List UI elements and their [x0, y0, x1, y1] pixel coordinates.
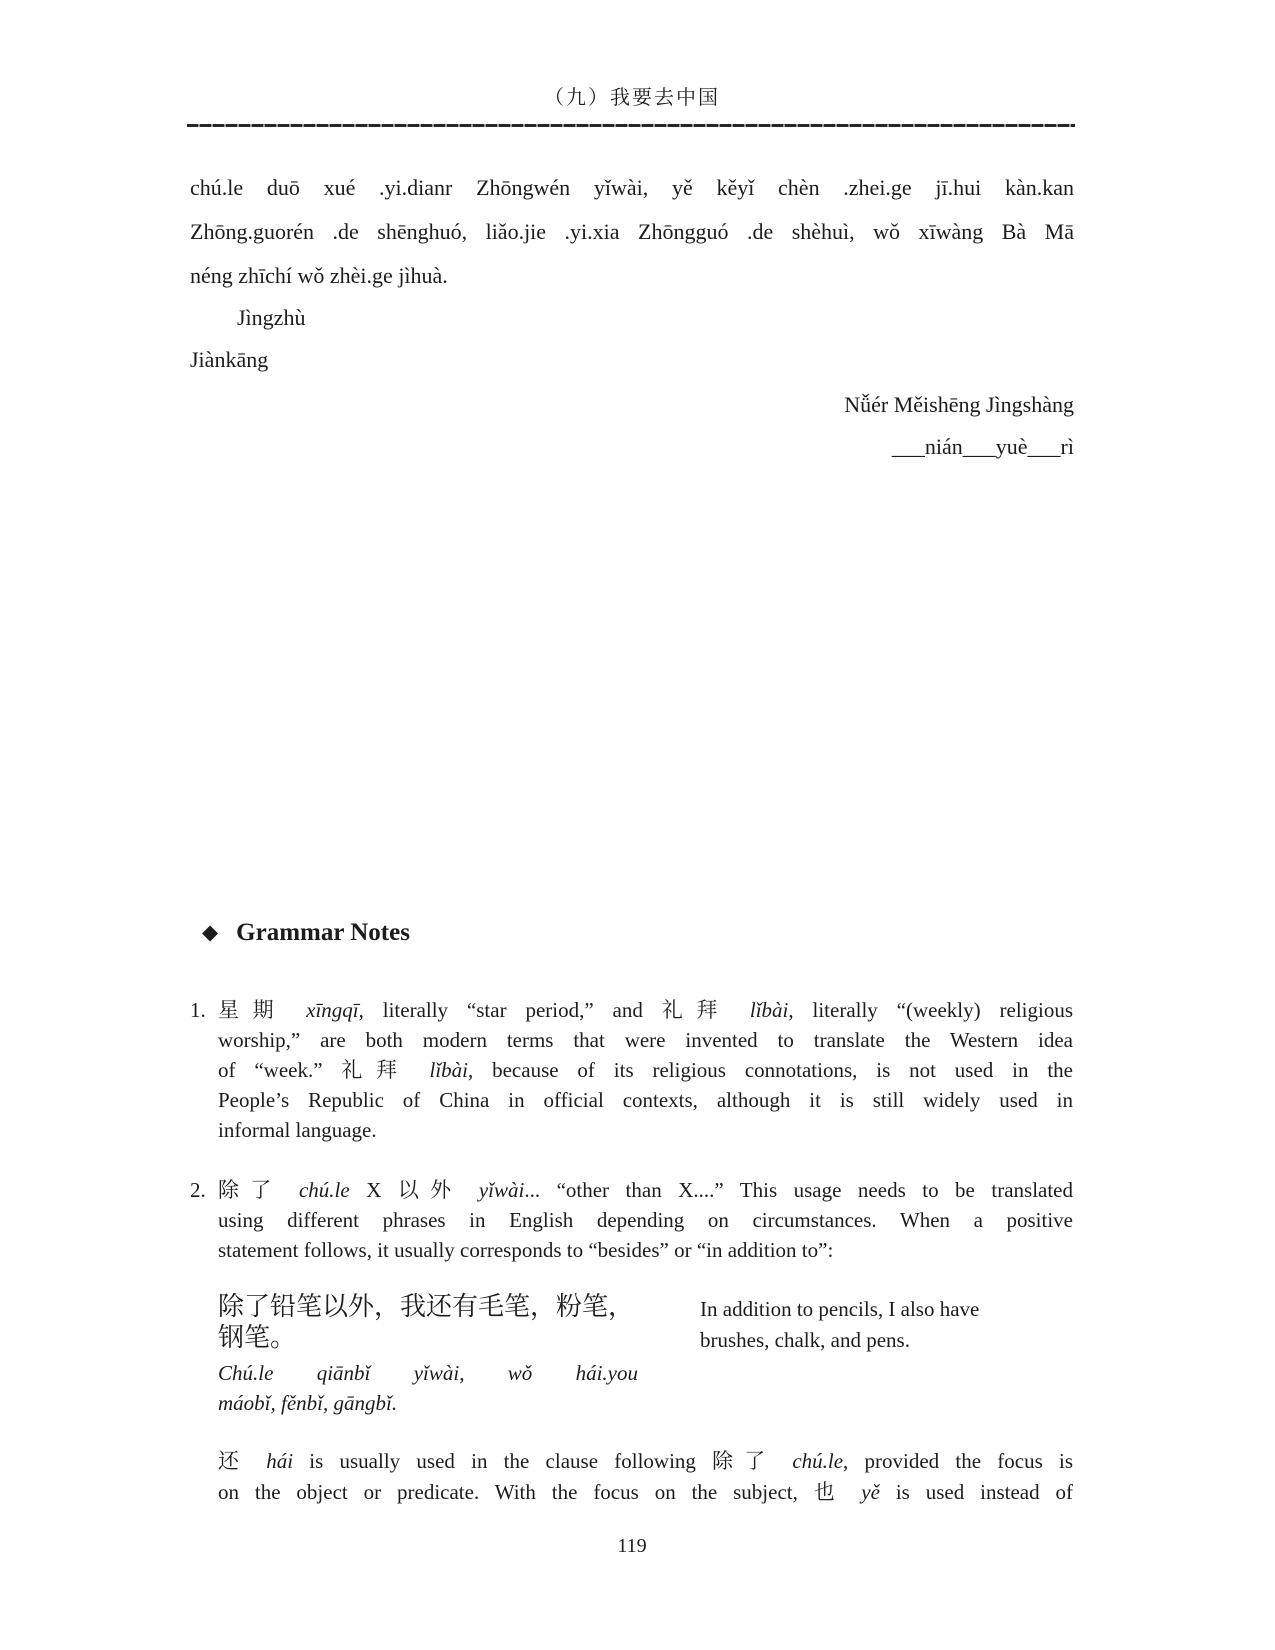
letter-closing-wish: Jiànkāng	[190, 347, 269, 372]
letter-closing-salute: Jìngzhù	[237, 305, 306, 330]
page-number: 119	[617, 1535, 647, 1557]
grammar-note-2	[190, 1175, 1074, 1265]
letter-date-blank-line: ___nián___yuè___rì	[891, 434, 1074, 459]
grammar-notes-heading-label: Grammar Notes	[236, 919, 410, 946]
note-2-body: 除了 chú.le X 以外 yǐwài... “other than X....” This usage needs to be translated using different phrases in English depending on circumstances. When a positive statement follows, it usually corresponds to “besides” or “in addition to”:	[218, 1178, 1073, 1262]
note-1-body: 星期 xīngqī, literally “star period,” and 礼拜 lǐbài, literally “(weekly) religious worship,” are both modern terms that were invented to translate the Western idea of “week.” 礼拜 lǐbài, because of its religious connotations, is not used in the People’s Republic of China in official contexts, although it is still widely used in informal language.	[218, 998, 1073, 1142]
example-english-translation: In addition to pencils, I also have brushes, chalk, and pens.	[700, 1297, 980, 1352]
grammar-notes-heading	[202, 918, 410, 948]
note-1-number: 1.	[190, 998, 206, 1022]
header-rule-divider	[187, 124, 1075, 127]
example-pinyin-sentence: Chú.le qiānbǐ yǐwài, wǒ hái.you máobǐ, fěnbǐ, gāngbǐ.	[218, 1361, 638, 1415]
grammar-note-2-continuation: 还 hái is usually used in the clause following 除了 chú.le, provided the focus is on the object or predicate. With the focus on the subject, 也 yě is used instead of	[218, 1449, 1073, 1504]
letter-body-paragraph: chú.le duō xué .yi.dianr Zhōngwén yǐwài, yě kěyǐ chèn .zhei.ge jī.hui kàn.kan Zhōng.guorén .de shēnghuó, liǎo.jie .yi.xia Zhōngguó .de shèhuì, wǒ xīwàng Bà Mā néng zhīchí wǒ zhèi.ge jìhuà.	[190, 175, 1074, 288]
diamond-bullet-icon: ◆	[202, 920, 219, 944]
example-chinese-sentence: 除了铅笔以外，我还有毛笔，粉笔， 钢笔。	[218, 1292, 635, 1352]
chapter-header-title: （九）我要去中国	[544, 87, 720, 109]
note-2-number: 2.	[190, 1178, 206, 1202]
grammar-note-1	[190, 995, 1074, 1145]
letter-signature: Nǚér Měishēng Jìngshàng	[844, 392, 1074, 417]
